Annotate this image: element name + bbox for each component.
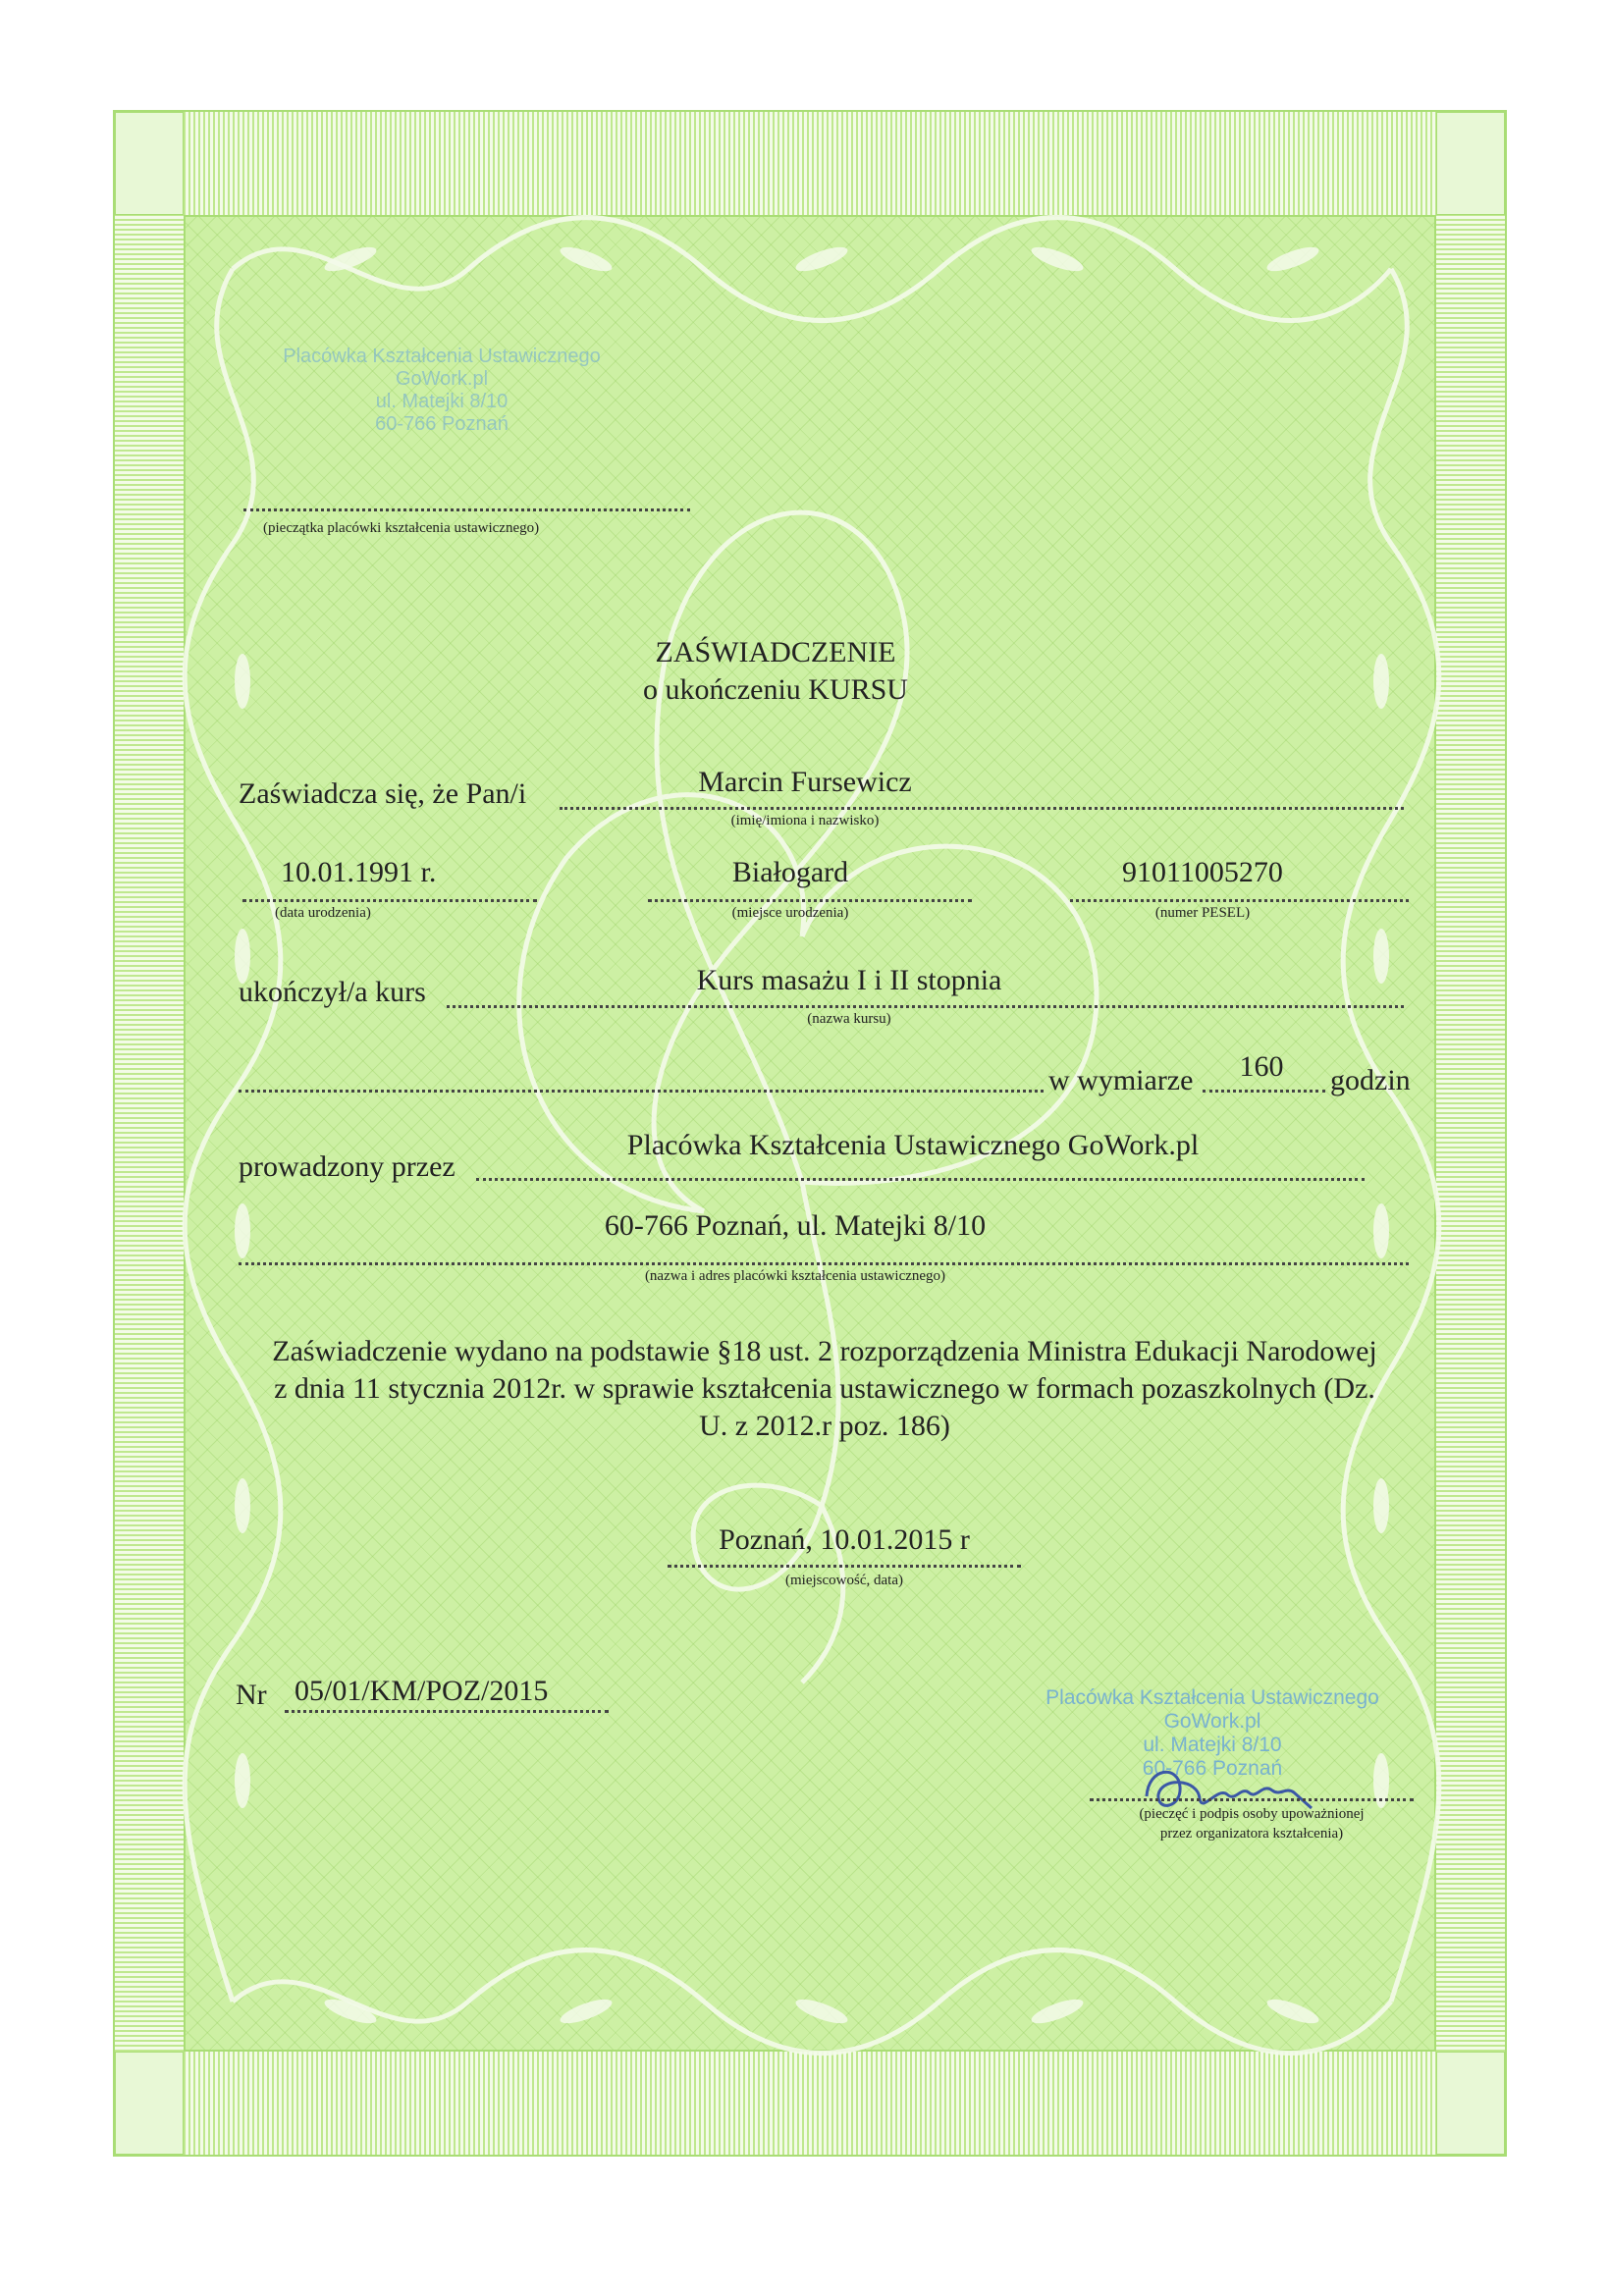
- dotted-line: [239, 1262, 1409, 1265]
- certificate-number: 05/01/KM/POZ/2015: [295, 1675, 549, 1707]
- dotted-line: [476, 1178, 1365, 1181]
- certificate-title: ZAŚWIADCZENIE: [655, 636, 896, 668]
- legal-basis-line-2: z dnia 11 stycznia 2012r. w sprawie kształcenia ustawicznego w formach pozaszkolnych (Dz.: [274, 1372, 1375, 1405]
- signature-caption-line-1: (pieczęć i podpis osoby upoważnionej: [1139, 1806, 1365, 1822]
- person-name-caption: (imię/imiona i nazwisko): [730, 813, 880, 828]
- stamp-line: GoWork.pl: [395, 368, 489, 390]
- place-date: Poznań, 10.01.2015 r: [719, 1523, 970, 1556]
- certificate-subtitle: o ukończeniu KURSU: [643, 673, 908, 706]
- stamp-line: GoWork.pl: [1163, 1710, 1261, 1734]
- place-date-caption: (miejscowość, data): [785, 1573, 903, 1588]
- dotted-line: [668, 1565, 1021, 1568]
- stamp-dotted-line: [243, 508, 690, 511]
- birth-date-caption: (data urodzenia): [275, 905, 371, 921]
- leaf: [793, 242, 850, 276]
- leaf: [1029, 242, 1086, 276]
- institution-stamp-top: [245, 346, 638, 436]
- dotted-line: [242, 899, 537, 902]
- dotted-line: [285, 1710, 609, 1713]
- leaf: [1373, 1203, 1389, 1258]
- leaf: [235, 654, 250, 709]
- signature-dotted-line: [1090, 1798, 1414, 1801]
- dotted-line: [1070, 899, 1409, 902]
- dotted-line: [447, 1005, 1404, 1008]
- legal-basis-line-3: U. z 2012.r poz. 186): [699, 1410, 950, 1442]
- stamp-line: Placówka Kształcenia Ustawicznego: [1045, 1686, 1379, 1709]
- stamp-line: Placówka Kształcenia Ustawicznego: [283, 346, 601, 367]
- legal-basis-line-1: Zaświadczenie wydano na podstawie §18 ust. 2 rozporządzenia Ministra Edukacji Narodowej: [272, 1335, 1377, 1367]
- course-name-caption: (nazwa kursu): [807, 1011, 891, 1027]
- provider-name: Placówka Kształcenia Ustawicznego GoWork.pl: [626, 1129, 1200, 1161]
- certificate-number-label: Nr: [236, 1679, 267, 1711]
- leaf: [558, 1995, 615, 2028]
- course-name: Kurs masażu I i II stopnia: [696, 964, 1002, 996]
- person-intro: Zaświadcza się, że Pan/i: [239, 777, 527, 810]
- provider-address: 60-766 Poznań, ul. Matejki 8/10: [604, 1209, 987, 1242]
- pesel-caption: (numer PESEL): [1154, 905, 1251, 921]
- pesel-number: 91011005270: [1122, 856, 1283, 888]
- person-name: Marcin Fursewicz: [698, 766, 912, 798]
- leaf: [1264, 242, 1321, 276]
- stamp-line: ul. Matejki 8/10: [1143, 1734, 1282, 1757]
- course-label: ukończył/a kurs: [239, 976, 426, 1008]
- leaf: [558, 242, 615, 276]
- birth-date: 10.01.1991 r.: [281, 856, 437, 888]
- stamp-line: 60-766 Poznań: [375, 413, 509, 435]
- leaf: [1373, 929, 1389, 984]
- birth-place-caption: (miejsce urodzenia): [731, 905, 849, 921]
- leaf: [1264, 1995, 1321, 2028]
- hours-suffix: godzin: [1330, 1064, 1411, 1096]
- stamp-caption: (pieczątka placówki kształcenia ustawicznego): [263, 520, 540, 536]
- provider-caption: (nazwa i adres placówki kształcenia ustawicznego): [644, 1268, 946, 1284]
- dotted-line: [648, 899, 972, 902]
- course-hours: 160: [1239, 1050, 1284, 1083]
- leaf: [235, 1478, 250, 1533]
- leaf: [1029, 1995, 1086, 2028]
- provider-label: prowadzony przez: [239, 1150, 456, 1183]
- signature-caption-line-2: przez organizatora kształcenia): [1159, 1826, 1344, 1842]
- stamp-line: 60-766 Poznań: [1142, 1757, 1283, 1781]
- dotted-line: [560, 807, 1404, 810]
- leaf: [235, 1203, 250, 1258]
- leaf: [1373, 1478, 1389, 1533]
- hours-prefix: w wymiarze: [1048, 1064, 1194, 1096]
- leaf: [1373, 654, 1389, 709]
- dotted-line: [1203, 1090, 1325, 1093]
- leaf: [793, 1995, 850, 2028]
- stamp-line: ul. Matejki 8/10: [375, 391, 509, 412]
- leaf: [235, 1753, 250, 1808]
- birth-place: Białogard: [731, 856, 849, 888]
- dotted-line: [239, 1090, 1044, 1093]
